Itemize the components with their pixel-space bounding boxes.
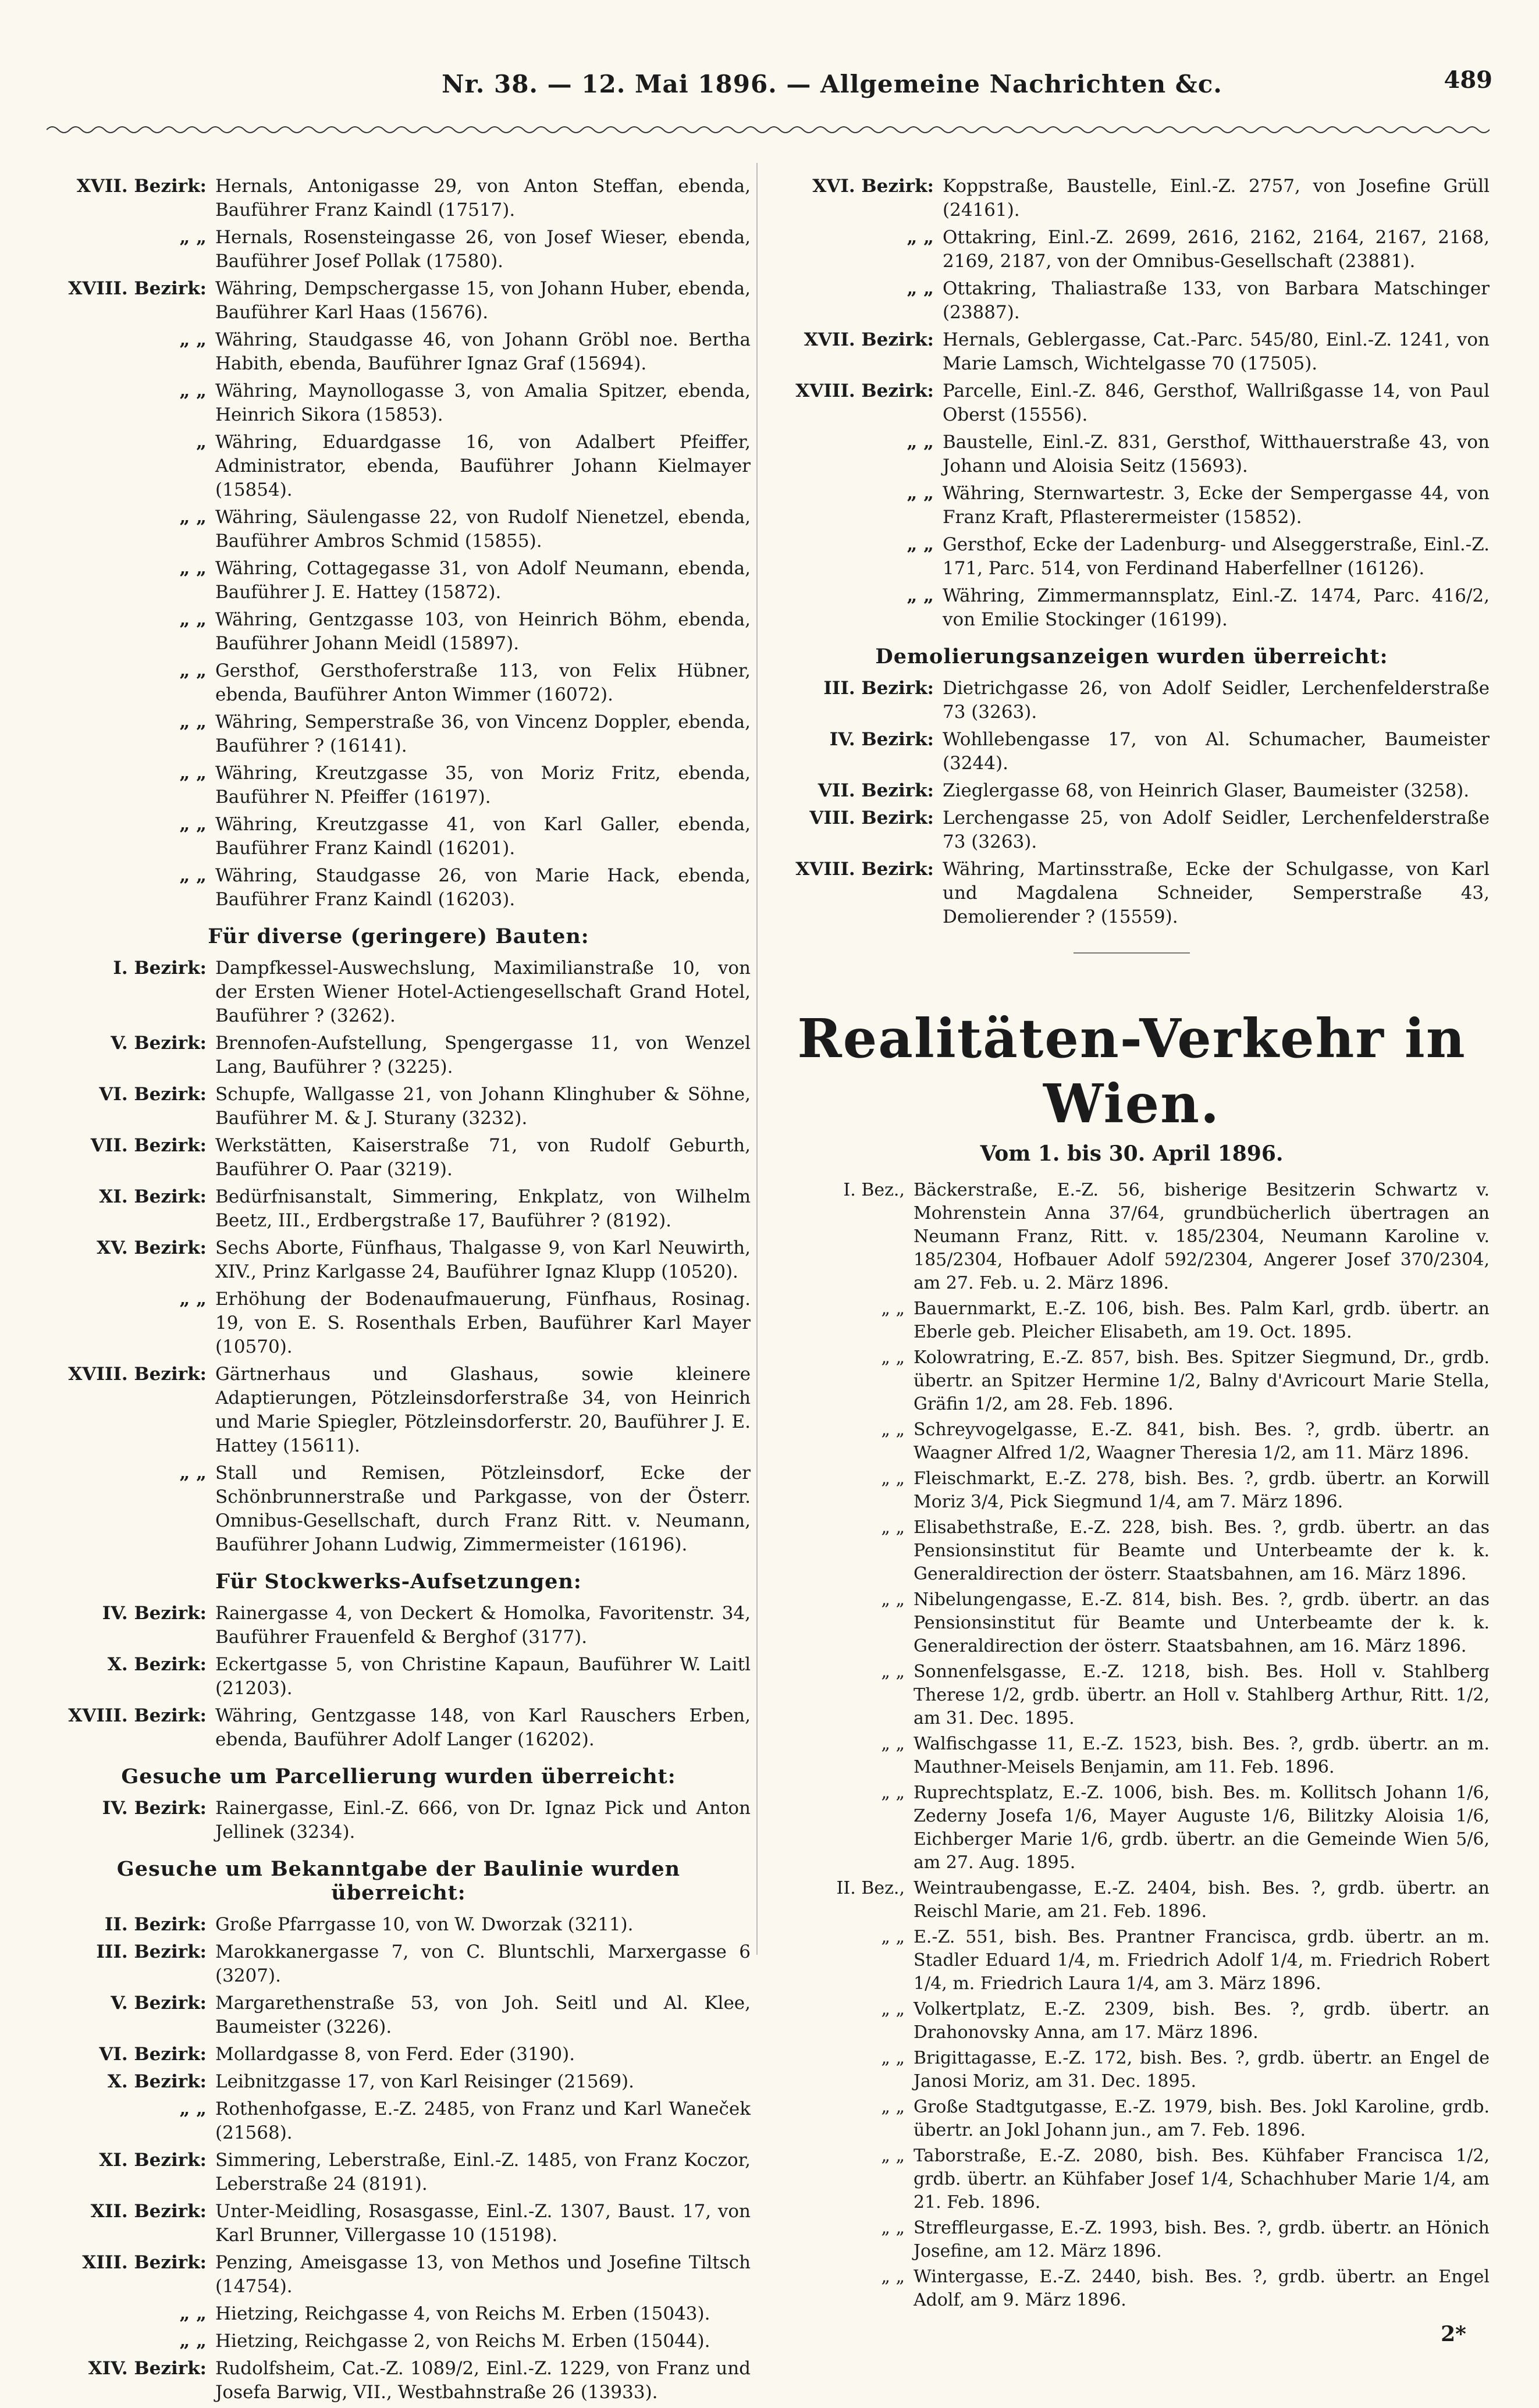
entry bbox=[47, 277, 751, 325]
entry bbox=[47, 557, 751, 604]
entry-text: Hernals, Geblergasse, Cat.-Parc. 545/80, Einl.-Z. 1241, von Marie Lamsch, Wichtelgasse 70 (17505). bbox=[943, 329, 1490, 374]
entry-text: Währing, Zimmermannsplatz, Einl.-Z. 1474, Parc. 416/2, von Emilie Stockinger (16199). bbox=[943, 585, 1490, 630]
entry bbox=[774, 1467, 1490, 1514]
entry-label: „ „ bbox=[179, 2331, 207, 2352]
entry-label: „ „ bbox=[179, 507, 207, 528]
entry-label: XVIII. Bezirk: bbox=[68, 278, 207, 299]
entry bbox=[774, 677, 1490, 724]
entry-text: Rainergasse 4, von Deckert & Homolka, Favoritenstr. 34, Bauführer Frauenfeld & Berghof (3177). bbox=[215, 1603, 751, 1648]
entry-label: VII. Bezirk: bbox=[818, 780, 934, 801]
entry-label: „ „ bbox=[881, 1420, 905, 1440]
entry bbox=[774, 2217, 1490, 2263]
entry bbox=[47, 1363, 751, 1458]
entry-label: „ „ bbox=[179, 2098, 207, 2119]
realitaeten-subtitle: Vom 1. bis 30. April 1896. bbox=[980, 1141, 1284, 1166]
entry bbox=[774, 2144, 1490, 2214]
entry bbox=[774, 533, 1490, 581]
entry-text: Sonnenfelsgasse, E.-Z. 1218, bish. Bes. Holl v. Stahlberg Therese 1/2, grdb. übertr. an Holl v. Stahlberg Arthur, Ritt. 1/2, am 31. Dec. 1895. bbox=[914, 1662, 1490, 1728]
newspaper-page bbox=[35, 23, 1504, 2403]
entry-label: XVII. Bezirk: bbox=[804, 329, 934, 350]
entry bbox=[774, 1346, 1490, 1416]
entry-text: Währing, Eduardgasse 16, von Adalbert Pfeiffer, Administrator, ebenda, Bauführer Johann Kielmayer (15854). bbox=[215, 432, 751, 500]
header-title: Nr. 38. — 12. Mai 1896. — Allgemeine Nachrichten &c. bbox=[442, 70, 1222, 98]
entry bbox=[47, 2329, 751, 2353]
entry-label: V. Bezirk: bbox=[111, 1993, 207, 2014]
entry-label: „ „ bbox=[881, 1734, 905, 1754]
entry bbox=[47, 1913, 751, 1937]
entry-label: „ „ bbox=[907, 585, 934, 606]
entry-label: II. Bez., bbox=[836, 1878, 905, 1898]
entry bbox=[47, 762, 751, 809]
entry bbox=[774, 175, 1490, 222]
entry-text: Stall und Remisen, Pötzleinsdorf, Ecke der Schönbrunnerstraße und Parkgasse, von der Österr. Omnibus-Gesellschaft, durch Franz Ritt. v. Neumann, Bauführer Johann Ludwig, Zimmermeister (16196). bbox=[215, 1463, 751, 1555]
entry bbox=[47, 1185, 751, 1233]
entry-text: Taborstraße, E.-Z. 2080, bish. Bes. Kühfaber Francisca 1/2, grdb. übertr. an Kühfaber Josef 1/4, Schachhuber Marie 1/4, am 21. Feb. 1896. bbox=[914, 2146, 1490, 2213]
entry bbox=[47, 1940, 751, 1988]
entry-text: Schreyvogelgasse, E.-Z. 841, bish. Bes. ?, grdb. übertr. an Waagner Alfred 1/2, Waagner Theresia 1/2, am 11. März 1896. bbox=[914, 1420, 1490, 1463]
entry-label: „ „ bbox=[179, 609, 207, 630]
page-header bbox=[35, 66, 1504, 122]
entry bbox=[47, 431, 751, 502]
entry-text: Penzing, Ameisgasse 13, von Methos und Josefine Tiltsch (14754). bbox=[215, 2252, 751, 2297]
entry-label: „ „ bbox=[881, 1927, 905, 1947]
entry-text: Kolowratring, E.-Z. 857, bish. Bes. Spitzer Siegmund, Dr., grdb. übertr. an Spitzer Hermine 1/2, Balny d'Avricourt Marie Stella, Gräfin 1/2, am 28. Feb. 1896. bbox=[914, 1347, 1490, 1414]
entry-label: „ „ bbox=[881, 2097, 905, 2117]
entry-text: Große Pfarrgasse 10, von W. Dworzak (3211). bbox=[215, 1914, 634, 1935]
entry bbox=[774, 482, 1490, 529]
entry-text: Fleischmarkt, E.-Z. 278, bish. Bes. ?, grdb. übertr. an Korwill Moriz 3/4, Pick Siegmund 1/4, am 7. März 1896. bbox=[914, 1468, 1490, 1512]
entry-text: Hietzing, Reichgasse 4, von Reichs M. Erben (15043). bbox=[215, 2303, 710, 2324]
entry bbox=[47, 2357, 751, 2405]
entry-text: Rudolfsheim, Cat.-Z. 1089/2, Einl.-Z. 1229, von Franz und Josefa Barwig, VII., Westbahnstraße 26 (13933). bbox=[215, 2358, 751, 2403]
entry-label: „ „ bbox=[881, 2267, 905, 2287]
entry-text: Hietzing, Reichgasse 2, von Reichs M. Erben (15044). bbox=[215, 2331, 710, 2352]
page-number: 489 bbox=[1444, 66, 1492, 94]
entry bbox=[47, 2097, 751, 2145]
entry-text: Brennofen-Aufstellung, Spengergasse 11, von Wenzel Lang, Bauführer ? (3225). bbox=[215, 1033, 751, 1077]
entry bbox=[47, 1602, 751, 1649]
entry-text: Sechs Aborte, Fünfhaus, Thalgasse 9, von Karl Neuwirth, XIV., Prinz Karlgasse 24, Bauführer Ignaz Klupp (10520). bbox=[215, 1237, 751, 1282]
entry-text: Ottakring, Thaliastraße 133, von Barbara Matschinger (23887). bbox=[943, 278, 1490, 323]
entry-label: XVI. Bezirk: bbox=[812, 176, 934, 197]
realitaeten-list bbox=[774, 1179, 1490, 2312]
entry-text: Hernals, Antonigasse 29, von Anton Steffan, ebenda, Bauführer Franz Kaindl (17517). bbox=[215, 176, 751, 220]
entry bbox=[47, 2149, 751, 2196]
entry bbox=[774, 1516, 1490, 1586]
entry bbox=[47, 2043, 751, 2066]
entry-label: „ „ bbox=[179, 814, 207, 835]
entry-label: „ „ bbox=[179, 660, 207, 681]
entry bbox=[47, 710, 751, 758]
entry-text: Ruprechtsplatz, E.-Z. 1006, bish. Bes. m. Kollitsch Johann 1/6, Zederny Josefa 1/6, Mayer Auguste 1/6, Bilitzky Aloisia 1/6, Eichberger Marie 1/6, grdb. übertr. an die Gemeinde Wien 5/6, am 27. Aug. 1895. bbox=[914, 1783, 1490, 1873]
entry-text: Wintergasse, E.-Z. 2440, bish. Bes. ?, grdb. übertr. an Engel Adolf, am 9. März 1896. bbox=[914, 2267, 1490, 2310]
entry bbox=[47, 1236, 751, 1284]
entry-label: „ „ bbox=[907, 227, 934, 248]
entry-text: Bäckerstraße, E.-Z. 56, bisherige Besitzerin Schwartz v. Mohrenstein Anna 37/64, grundbücherlich übertragen an Neumann Franz, Ritt. v. 185/2304, Neumann Karoline v. 185/2304, Hofbauer Adolf 592/2304, Angerer Josef 370/2304, am 27. Feb. u. 2. März 1896. bbox=[914, 1180, 1490, 1293]
entry-text: Weintraubengasse, E.-Z. 2404, bish. Bes. ?, grdb. übertr. an Reischl Marie, am 21. Feb. 1896. bbox=[914, 1878, 1490, 1922]
header-wavy-rule bbox=[47, 122, 1490, 137]
entry-text: Währing, Gentzgasse 148, von Karl Rauschers Erben, ebenda, Bauführer Adolf Langer (16202). bbox=[215, 1705, 751, 1750]
entry bbox=[47, 1287, 751, 1359]
entry-text: E.-Z. 551, bish. Bes. Prantner Francisca, grdb. übertr. an m. Stadler Eduard 1/4, m. Friedrich Adolf 1/4, m. Friedrich Robert 1/4, m. Friedrich Laura 1/4, am 3. März 1896. bbox=[914, 1927, 1490, 1994]
entry bbox=[774, 431, 1490, 478]
entry-label: „ „ bbox=[179, 2303, 207, 2324]
entry-label: „ „ bbox=[179, 712, 207, 732]
entry-label: „ „ bbox=[179, 865, 207, 886]
entry-label: I. Bez., bbox=[843, 1180, 905, 1200]
entry bbox=[47, 1653, 751, 1701]
entry-text: Rainergasse, Einl.-Z. 666, von Dr. Ignaz Pick und Anton Jellinek (3234). bbox=[215, 1798, 751, 1843]
entry-label: „ „ bbox=[907, 534, 934, 555]
entry-text: Wohllebengasse 17, von Al. Schumacher, Baumeister (3244). bbox=[943, 729, 1490, 774]
entry-label: „ „ bbox=[907, 432, 934, 453]
entry bbox=[774, 1297, 1490, 1344]
entry bbox=[774, 1998, 1490, 2044]
entry-label: „ „ bbox=[179, 1289, 207, 1310]
entry-text: Währing, Säulengasse 22, von Rudolf Nienetzel, ebenda, Bauführer Ambros Schmid (15855). bbox=[215, 507, 751, 552]
entry-label: „ „ bbox=[881, 1299, 905, 1319]
entry bbox=[774, 806, 1490, 854]
entry bbox=[47, 506, 751, 553]
entry-text: Eckertgasse 5, von Christine Kapaun, Bauführer W. Laitl (21203). bbox=[215, 1654, 751, 1699]
entry-label: XVII. Bezirk: bbox=[76, 176, 207, 197]
entry bbox=[47, 379, 751, 427]
entry-text: Gersthof, Gersthoferstraße 113, von Felix Hübner, ebenda, Bauführer Anton Wimmer (16072). bbox=[215, 660, 751, 705]
entry-label: „ „ bbox=[881, 1783, 905, 1803]
entry bbox=[774, 1179, 1490, 1295]
entry-text: Ottakring, Einl.-Z. 2699, 2616, 2162, 2164, 2167, 2168, 2169, 2187, von der Omnibus-Gesellschaft (23881). bbox=[943, 227, 1490, 272]
entry-text: Große Stadtgutgasse, E.-Z. 1979, bish. Bes. Jokl Karoline, grdb. übertr. an Jokl Johann jun., am 7. Feb. 1896. bbox=[914, 2097, 1490, 2140]
entry bbox=[774, 328, 1490, 376]
entry-text: Währing, Staudgasse 26, von Marie Hack, ebenda, Bauführer Franz Kaindl (16203). bbox=[215, 865, 751, 910]
entry-text: Werkstätten, Kaiserstraße 71, von Rudolf Geburth, Bauführer O. Paar (3219). bbox=[215, 1135, 751, 1180]
entry-text: Währing, Kreutzgasse 41, von Karl Galler, ebenda, Bauführer Franz Kaindl (16201). bbox=[215, 814, 751, 859]
entry-label: XV. Bezirk: bbox=[97, 1237, 207, 1258]
entry bbox=[774, 1733, 1490, 1779]
section-separator bbox=[1074, 952, 1190, 954]
entry-label: IV. Bezirk: bbox=[102, 1603, 207, 1624]
entry bbox=[47, 956, 751, 1028]
entry-label: „ „ bbox=[179, 329, 207, 350]
entry-text: Bedürfnisanstalt, Simmering, Enkplatz, von Wilhelm Beetz, III., Erdbergstraße 17, Bauführer ? (8192). bbox=[215, 1186, 751, 1231]
entry-text: Walfischgasse 11, E.-Z. 1523, bish. Bes. ?, grdb. übertr. an m. Mauthner-Meisels Benjamin, am 11. Feb. 1896. bbox=[914, 1734, 1490, 1777]
entry-label: VII. Bezirk: bbox=[90, 1135, 207, 1156]
entry bbox=[47, 659, 751, 707]
entry bbox=[47, 1704, 751, 1752]
entry-text: Marokkanergasse 7, von C. Bluntschli, Marxergasse 6 (3207). bbox=[215, 1941, 751, 1986]
entry-text: Nibelungengasse, E.-Z. 814, bish. Bes. ?, grdb. übertr. an das Pensionsinstitut für Beamte und Unterbeamte der k. k. Generaldirection der österr. Staatsbahnen, am 16. März 1896. bbox=[914, 1589, 1490, 1656]
entry-label: IV. Bezirk: bbox=[102, 1798, 207, 1819]
entry-text: Dietrichgasse 26, von Adolf Seidler, Lerchenfelderstraße 73 (3263). bbox=[943, 678, 1490, 723]
entry-label: „ bbox=[196, 432, 207, 453]
entry-label: „ „ bbox=[881, 1999, 905, 2019]
entry bbox=[774, 728, 1490, 776]
entry-text: Erhöhung der Bodenaufmauerung, Fünfhaus, Rosinag. 19, von E. S. Rosenthals Erben, Bauführer Karl Mayer (10570). bbox=[215, 1289, 751, 1357]
entry-text: Währing, Cottagegasse 31, von Adolf Neumann, ebenda, Bauführer J. E. Hattey (15872). bbox=[215, 558, 751, 603]
entry-label: „ „ bbox=[907, 278, 934, 299]
entry bbox=[774, 379, 1490, 427]
entry-text: Gersthof, Ecke der Ladenburg- und Alseggerstraße, Einl.-Z. 171, Parc. 514, von Ferdinand Haberfellner (16126). bbox=[943, 534, 1490, 579]
entry-text: Währing, Gentzgasse 103, von Heinrich Böhm, ebenda, Bauführer Johann Meidl (15897). bbox=[215, 609, 751, 654]
entry-text: Volkertplatz, E.-Z. 2309, bish. Bes. ?, grdb. übertr. an Drahonovsky Anna, am 17. März 1896. bbox=[914, 1999, 1490, 2043]
entry-text: Baustelle, Einl.-Z. 831, Gersthof, Witthauerstraße 43, von Johann und Aloisia Seitz (15693). bbox=[943, 432, 1490, 476]
entry bbox=[774, 2265, 1490, 2312]
entry bbox=[47, 2302, 751, 2326]
entry bbox=[47, 1461, 751, 1557]
entry-text: Hernals, Rosensteingasse 26, von Josef Wieser, ebenda, Bauführer Josef Pollak (17580). bbox=[215, 227, 751, 272]
entry-label: XI. Bezirk: bbox=[99, 1186, 207, 1207]
entry-label: XVIII. Bezirk: bbox=[68, 1364, 207, 1385]
entry-label: „ „ bbox=[179, 763, 207, 784]
entry bbox=[774, 858, 1490, 929]
entry-label: XI. Bezirk: bbox=[99, 2150, 207, 2171]
demolition-heading: Demolierungsanzeigen wurden überreicht: bbox=[875, 645, 1388, 668]
entry bbox=[774, 226, 1490, 273]
entry-label: „ „ bbox=[179, 558, 207, 579]
entry bbox=[774, 1781, 1490, 1875]
section-heading: Für Stockwerks-Aufsetzungen: bbox=[215, 1570, 582, 1594]
entry bbox=[47, 1797, 751, 1844]
entry-text: Simmering, Leberstraße, Einl.-Z. 1485, von Franz Koczor, Leberstraße 24 (8191). bbox=[215, 2150, 751, 2194]
entry-label: X. Bezirk: bbox=[107, 1654, 207, 1675]
entry-label: X. Bezirk: bbox=[107, 2071, 207, 2092]
entry-label: XIII. Bezirk: bbox=[82, 2252, 207, 2273]
entry-label: XVIII. Bezirk: bbox=[795, 380, 934, 401]
signature-mark: 2* bbox=[1441, 2322, 1466, 2346]
entry-text: Dampfkessel-Auswechslung, Maximilianstraße 10, von der Ersten Wiener Hotel-Actiengesellschaft Grand Hotel, Bauführer ? (3262). bbox=[215, 958, 751, 1026]
entry-label: „ „ bbox=[179, 380, 207, 401]
entry-label: V. Bezirk: bbox=[111, 1033, 207, 1054]
entry-label: III. Bezirk: bbox=[96, 1941, 207, 1962]
entry bbox=[774, 1588, 1490, 1658]
entry-text: Streffleurgasse, E.-Z. 1993, bish. Bes. ?, grdb. übertr. an Hönich Josefine, am 12. März 1896. bbox=[914, 2218, 1490, 2261]
section-heading: Gesuche um Bekanntgabe der Baulinie wurden überreicht: bbox=[116, 1857, 681, 1905]
entry-text: Schupfe, Wallgasse 21, von Johann Klinghuber & Söhne, Bauführer M. & J. Sturany (3232). bbox=[215, 1084, 751, 1129]
entry-label: IV. Bezirk: bbox=[829, 729, 934, 750]
demolition-list bbox=[774, 677, 1490, 929]
entry-label: „ „ bbox=[881, 1517, 905, 1538]
entry-text: Währing, Sternwartestr. 3, Ecke der Sempergasse 44, von Franz Kraft, Pflasterermeister (15852). bbox=[943, 483, 1490, 528]
entry-label: „ „ bbox=[881, 1589, 905, 1610]
entry-text: Unter-Meidling, Rosasgasse, Einl.-Z. 1307, Baust. 17, von Karl Brunner, Villergasse 10 (15198). bbox=[215, 2201, 751, 2246]
section-heading: Für diverse (geringere) Bauten: bbox=[208, 924, 589, 948]
entry-label: VI. Bezirk: bbox=[99, 1084, 207, 1105]
entry bbox=[774, 584, 1490, 632]
entry bbox=[774, 779, 1490, 803]
entry bbox=[47, 175, 751, 222]
entry-text: Gärtnerhaus und Glashaus, sowie kleinere Adaptierungen, Pötzleinsdorferstraße 34, von Heinrich und Marie Spiegler, Pötzleinsdorferstr. 20, Bauführer J. E. Hattey (15611). bbox=[215, 1364, 751, 1456]
entry bbox=[774, 277, 1490, 325]
entry-label: „ „ bbox=[907, 483, 934, 504]
entry-text: Währing, Semperstraße 36, von Vincenz Doppler, ebenda, Bauführer ? (16141). bbox=[215, 712, 751, 756]
section-heading: Gesuche um Parcellierung wurden überreicht: bbox=[121, 1765, 676, 1788]
entry-text: Elisabethstraße, E.-Z. 228, bish. Bes. ?, grdb. übertr. an das Pensionsinstitut für Beamte und Unterbeamte der k. k. Generaldirection der österr. Staatsbahnen, am 16. März 1896. bbox=[914, 1517, 1490, 1584]
entry bbox=[47, 1083, 751, 1130]
entry-label: I. Bezirk: bbox=[113, 958, 207, 979]
entry-text: Währing, Martinsstraße, Ecke der Schulgasse, von Karl und Magdalena Schneider, Semperstraße 43, Demolierender ? (15559). bbox=[943, 859, 1490, 927]
entry-text: Bauernmarkt, E.-Z. 106, bish. Bes. Palm Karl, grdb. übertr. an Eberle geb. Pleicher Elisabeth, am 19. Oct. 1895. bbox=[914, 1299, 1490, 1342]
entry-label: XIV. Bezirk: bbox=[88, 2358, 207, 2379]
entry-text: Mollardgasse 8, von Ferd. Eder (3190). bbox=[215, 2044, 575, 2065]
entry-text: Zieglergasse 68, von Heinrich Glaser, Baumeister (3258). bbox=[943, 780, 1470, 801]
entry-label: III. Bezirk: bbox=[823, 678, 934, 699]
left-column bbox=[47, 175, 751, 2408]
entry bbox=[47, 2251, 751, 2299]
entry-label: VIII. Bezirk: bbox=[809, 808, 934, 828]
entry-text: Währing, Kreutzgasse 35, von Moriz Fritz, ebenda, Bauführer N. Pfeiffer (16197). bbox=[215, 763, 751, 808]
entry-label: XVIII. Bezirk: bbox=[795, 859, 934, 880]
entry bbox=[774, 1877, 1490, 1923]
entry bbox=[774, 1926, 1490, 1996]
entry bbox=[774, 2047, 1490, 2093]
column-divider bbox=[756, 163, 758, 1955]
entry-text: Rothenhofgasse, E.-Z. 2485, von Franz und Karl Waneček (21568). bbox=[215, 2098, 751, 2143]
entry-label: VI. Bezirk: bbox=[99, 2044, 207, 2065]
entry-label: II. Bezirk: bbox=[104, 1914, 207, 1935]
entry-label: „ „ bbox=[881, 2218, 905, 2238]
entry-label: „ „ bbox=[881, 2048, 905, 2068]
entry-text: Margarethenstraße 53, von Joh. Seitl und Al. Klee, Baumeister (3226). bbox=[215, 1993, 751, 2037]
right-column bbox=[774, 175, 1490, 2346]
entry bbox=[774, 1418, 1490, 1465]
entry bbox=[47, 864, 751, 912]
entry-text: Währing, Staudgasse 46, von Johann Gröbl noe. Bertha Habith, ebenda, Bauführer Ignaz Graf (15694). bbox=[215, 329, 751, 374]
entry-label: „ „ bbox=[881, 1468, 905, 1489]
entry-label: XII. Bezirk: bbox=[90, 2201, 207, 2222]
entry bbox=[47, 608, 751, 656]
entry-label: XVIII. Bezirk: bbox=[68, 1705, 207, 1726]
entry bbox=[47, 1991, 751, 2039]
entry-label: „ „ bbox=[881, 1347, 905, 1368]
entry bbox=[47, 2200, 751, 2247]
entry-text: Koppstraße, Baustelle, Einl.-Z. 2757, von Josefine Grüll (24161). bbox=[943, 176, 1490, 220]
entry bbox=[47, 2070, 751, 2094]
entry bbox=[47, 1134, 751, 1182]
entry-text: Lerchengasse 25, von Adolf Seidler, Lerchenfelderstraße 73 (3263). bbox=[943, 808, 1490, 852]
entry bbox=[47, 1032, 751, 1079]
entry bbox=[774, 1660, 1490, 1730]
entry bbox=[47, 226, 751, 273]
entry-text: Währing, Maynollogasse 3, von Amalia Spitzer, ebenda, Heinrich Sikora (15853). bbox=[215, 380, 751, 425]
entry-text: Währing, Dempschergasse 15, von Johann Huber, ebenda, Bauführer Karl Haas (15676). bbox=[215, 278, 751, 323]
entry-label: „ „ bbox=[179, 1463, 207, 1484]
realitaeten-title: Realitäten-Verkehr in Wien. bbox=[797, 1007, 1466, 1135]
entry-text: Parcelle, Einl.-Z. 846, Gersthof, Wallrißgasse 14, von Paul Oberst (15556). bbox=[943, 380, 1490, 425]
entry bbox=[774, 2096, 1490, 2142]
entry-label: „ „ bbox=[179, 227, 207, 248]
entry-text: Leibnitzgasse 17, von Karl Reisinger (21569). bbox=[215, 2071, 634, 2092]
entry-label: „ „ bbox=[881, 2146, 905, 2166]
entry bbox=[47, 328, 751, 376]
entry-label: „ „ bbox=[881, 1662, 905, 1682]
entry-text: Brigittagasse, E.-Z. 172, bish. Bes. ?, grdb. übertr. an Engel de Janosi Moriz, am 31. Dec. 1895. bbox=[914, 2048, 1490, 2092]
right-top-entries bbox=[774, 175, 1490, 632]
entry bbox=[47, 813, 751, 860]
